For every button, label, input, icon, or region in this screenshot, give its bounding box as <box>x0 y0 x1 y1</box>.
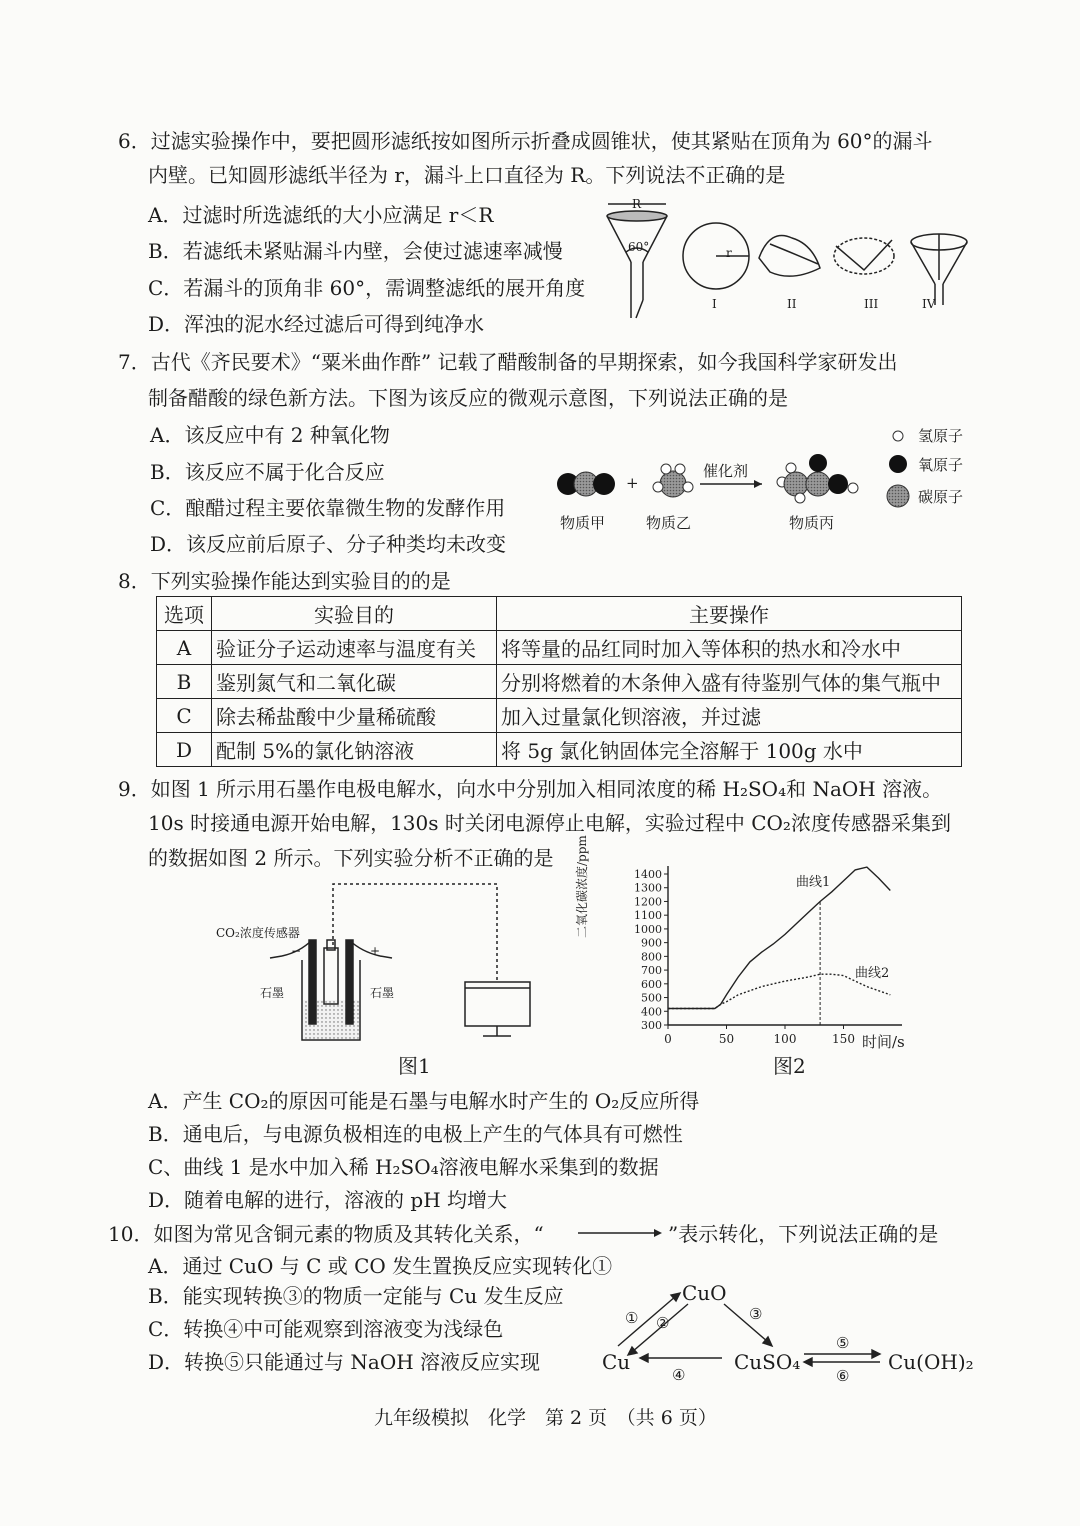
q6-step-3: III <box>864 297 879 311</box>
arrow-label-5: ⑤ <box>836 1334 850 1352</box>
table-cell: 鉴别氮气和二氧化碳 <box>212 665 497 699</box>
q8-stem: 8．下列实验操作能达到实验目的的是 <box>118 569 451 593</box>
table-cell: A <box>157 631 212 665</box>
sensor-label: CO₂浓度传感器 <box>216 926 300 940</box>
q6-option-d: D．浑浊的泥水经过滤后可得到纯净水 <box>148 312 485 336</box>
q10-option-b: B．能实现转换③的物质一定能与 Cu 发生反应 <box>148 1284 564 1308</box>
substance-c-label: 物质丙 <box>789 514 835 532</box>
q6-option-b: B．若滤纸未紧贴漏斗内壁，会使过滤速率减慢 <box>148 239 563 263</box>
q7-stem-line2: 制备醋酸的绿色新方法。下图为该反应的微观示意图，下列说法正确的是 <box>148 386 788 410</box>
arrow-label-6: ⑥ <box>836 1367 850 1385</box>
legend-oxygen: 氧原子 <box>918 456 964 474</box>
table-cell: 加入过量氯化钡溶液，并过滤 <box>497 699 962 733</box>
q9-option-d: D．随着电解的进行，溶液的 pH 均增大 <box>148 1188 507 1212</box>
table-header: 选项 <box>157 597 212 631</box>
q9-option-b: B．通电后，与电源负极相连的电极上产生的气体具有可燃性 <box>148 1122 683 1146</box>
q7-stem-line1: 7．古代《齐民要术》“粟米曲作酢” 记载了醋酸制备的早期探索，如今我国科学家研发出 <box>118 350 898 374</box>
chart-y-tick-label: 300 <box>641 1019 662 1032</box>
chart-y-tick-label: 1400 <box>634 868 662 881</box>
table-cell: 配制 5%的氯化钠溶液 <box>212 733 497 767</box>
chart-ylabel: 二氧化碳浓度/ppm <box>575 835 589 938</box>
q6-label-angle: 60° <box>628 240 650 254</box>
chart-y-tick-label: 400 <box>641 1005 662 1019</box>
table-header: 主要操作 <box>497 597 962 631</box>
page-footer: 九年级模拟 化学 第 2 页 （共 6 页） <box>374 1407 717 1429</box>
arrow-label-2: ② <box>656 1314 670 1332</box>
q9-stem-line1: 9．如图 1 所示用石墨作电极电解水，向水中分别加入相同浓度的稀 H₂SO₄和 NaOH 溶液。 <box>118 777 943 801</box>
table-cell: 分别将燃着的木条伸入盛有待鉴别气体的集气瓶中 <box>497 665 962 699</box>
plus-terminal: + <box>370 944 381 958</box>
q6-step-2: II <box>787 297 797 311</box>
legend-hydrogen: 氢原子 <box>918 427 964 445</box>
chart-y-tick-label: 1300 <box>634 881 662 895</box>
plus-sign: + <box>626 474 639 492</box>
q10-option-a: A．通过 CuO 与 C 或 CO 发生置换反应实现转化① <box>148 1254 613 1278</box>
q6-stem-line2: 内壁。已知圆形滤纸半径为 r，漏斗上口直径为 R。下列说法不正确的是 <box>148 163 786 187</box>
table-cell: 验证分子运动速率与温度有关 <box>212 631 497 665</box>
table-cell: 将 5g 氯化钠固体完全溶解于 100g 水中 <box>497 733 962 767</box>
chart-legend-curve1: 曲线1 <box>796 875 831 890</box>
chart-title: 图2 <box>773 1054 806 1078</box>
q10-option-d: D．转换⑤只能通过与 NaOH 溶液反应实现 <box>148 1350 541 1374</box>
electrode-right-label: 石墨 <box>370 986 395 1000</box>
chart-y-tick-label: 800 <box>641 950 662 964</box>
node-cuo: CuO <box>682 1281 727 1305</box>
q10-stem: 10．如图为常见含铜元素的物质及其转化关系，“ <box>108 1222 544 1246</box>
chart-legend-curve2: 曲线2 <box>855 966 890 981</box>
q7-option-d: D．该反应前后原子、分子种类均未改变 <box>150 532 507 556</box>
q6-option-c: C．若漏斗的顶角非 60°，需调整滤纸的展开角度 <box>148 276 586 300</box>
table-header: 实验目的 <box>212 597 497 631</box>
node-cu: Cu <box>602 1350 631 1374</box>
table-cell: 将等量的品红同时加入等体积的热水和冷水中 <box>497 631 962 665</box>
table-cell: C <box>157 699 212 733</box>
substance-a-label: 物质甲 <box>560 514 606 532</box>
fig1-caption: 图1 <box>398 1054 431 1078</box>
catalyst-label: 催化剂 <box>703 462 749 480</box>
q6-option-a: A．过滤时所选滤纸的大小应满足 r＜R <box>148 203 494 227</box>
table-cell: B <box>157 665 212 699</box>
legend-carbon: 碳原子 <box>918 488 964 506</box>
q6-step-1: I <box>712 297 717 311</box>
q6-label-r: r <box>726 246 732 260</box>
chart-x-tick-label: 50 <box>718 1032 735 1046</box>
q6-stem-line1: 6．过滤实验操作中，要把圆形滤纸按如图所示折叠成圆锥状，使其紧贴在顶角为 60°的漏斗 <box>118 129 933 153</box>
q9-option-c: C、曲线 1 是水中加入稀 H₂SO₄溶液电解水采集到的数据 <box>148 1155 659 1179</box>
q9-option-a: A．产生 CO₂的原因可能是石墨与电解水时产生的 O₂反应所得 <box>148 1089 700 1113</box>
table-cell: D <box>157 733 212 767</box>
chart-y-tick-label: 1200 <box>634 895 662 909</box>
q7-option-c: C．酿醋过程主要依靠微生物的发酵作用 <box>150 496 506 520</box>
arrow-label-1: ① <box>625 1309 639 1327</box>
chart-x-tick-label: 100 <box>773 1032 797 1046</box>
chart-y-tick-label: 500 <box>641 991 662 1005</box>
node-cuso4: CuSO₄ <box>734 1350 801 1374</box>
minus-terminal: − <box>291 944 302 958</box>
substance-b-label: 物质乙 <box>646 514 692 532</box>
chart-y-tick-label: 1100 <box>634 909 662 923</box>
chart-x-tick-label: 0 <box>664 1032 672 1046</box>
table-cell: 除去稀盐酸中少量稀硫酸 <box>212 699 497 733</box>
chart-xlabel: 时间/s <box>862 1033 905 1051</box>
q9-stem-line2: 10s 时接通电源开始电解，130s 时关闭电源停止电解，实验过程中 CO₂浓度传感器采集到 <box>148 811 951 835</box>
chart-y-tick-label: 700 <box>641 964 662 978</box>
chart-y-tick-label: 1000 <box>634 922 662 936</box>
electrode-left-label: 石墨 <box>260 986 285 1000</box>
chart-x-tick-label: 150 <box>832 1032 855 1046</box>
q7-option-b: B．该反应不属于化合反应 <box>150 460 385 484</box>
node-cuoh2: Cu(OH)₂ <box>888 1350 974 1374</box>
chart-y-tick-label: 600 <box>641 977 662 991</box>
chart-y-tick-label: 900 <box>641 936 662 950</box>
q9-stem-line3: 的数据如图 2 所示。下列实验分析不正确的是 <box>148 846 554 870</box>
q6-label-R: R <box>632 197 642 211</box>
q6-step-4: IV <box>922 297 936 311</box>
arrow-label-3: ③ <box>749 1305 763 1323</box>
arrow-label-4: ④ <box>672 1366 686 1384</box>
q7-option-a: A．该反应中有 2 种氧化物 <box>150 423 390 447</box>
q10-stem-tail: ”表示转化，下列说法正确的是 <box>668 1222 939 1246</box>
q10-option-c: C．转换④中可能观察到溶液变为浅绿色 <box>148 1317 504 1341</box>
